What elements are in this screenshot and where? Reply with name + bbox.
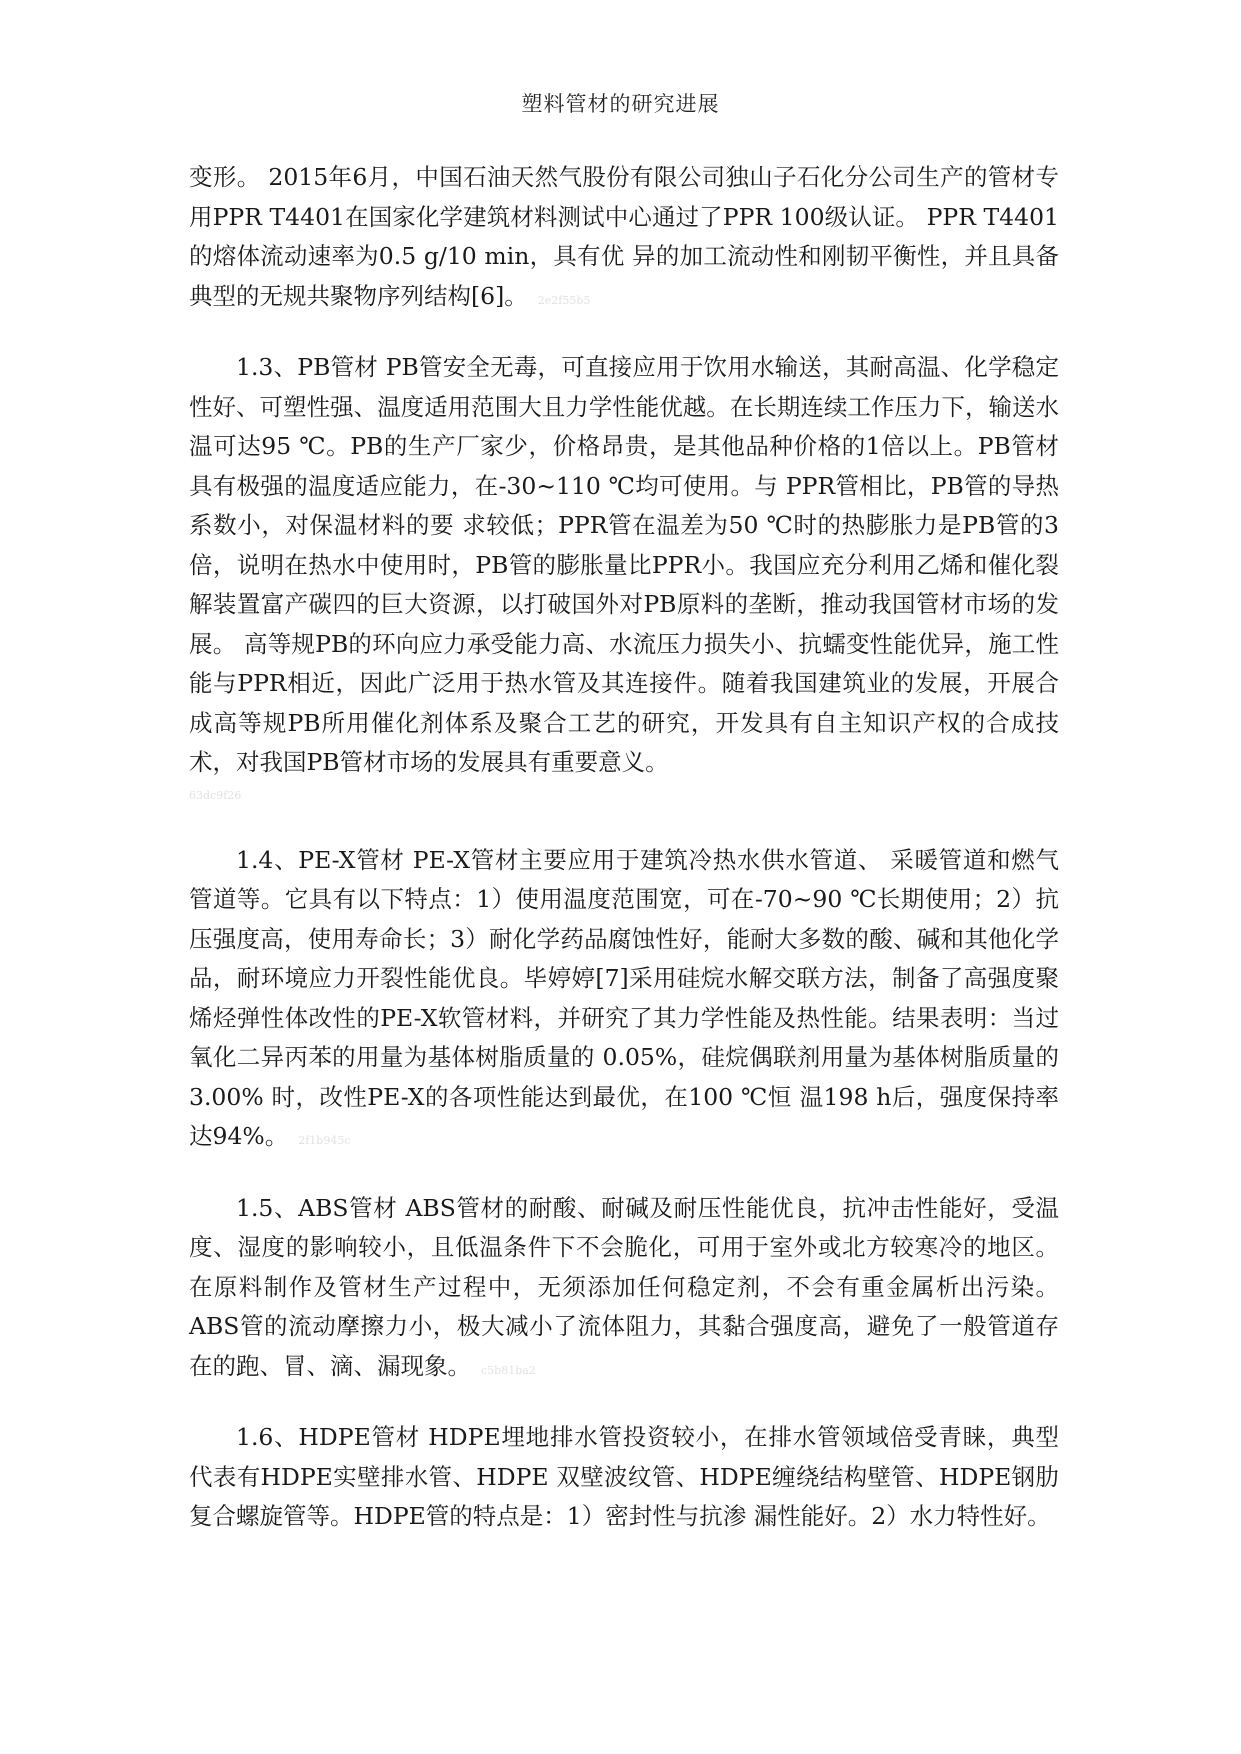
document-body [189,158,1059,1569]
paragraph-hdpe-pipe [189,1418,1059,1537]
paragraph-text: 1.6、HDPE管材 HDPE埋地排水管投资较小，在排水管领域倍受青睐，典型代表有HDPE实壁排水管、HDPE 双壁波纹管、HDPE缠绕结构壁管、HDPE钢肋复合螺旋管等。HDPE管的特点是：1）密封性与抗渗 漏性能好。2）水力特性好。 [189,1423,1059,1530]
watermark-code: c5b81ba2 [481,1363,536,1377]
paragraph-pex-pipe [189,841,1059,1157]
paragraph-abs-pipe [189,1189,1059,1387]
paragraph-text: 变形。 2015年6月，中国石油天然气股份有限公司独山子石化分公司生产的管材专用PPR T4401在国家化学建筑材料测试中心通过了PPR 100级认证。 PPR T4401的熔体流动速率为0.5 g/10 min，具有优 异的加工流动性和刚韧平衡性，并且具备典型的无规共聚物序列结构[6]。 [189,163,1059,310]
watermark-code: 63dc9f26 [189,788,242,802]
paragraph-text: 1.3、PB管材 PB管安全无毒，可直接应用于饮用水输送，其耐高温、化学稳定性好、可塑性强、温度适用范围大且力学性能优越。在长期连续工作压力下，输送水温可达95 ℃。PB的生产厂家少，价格昂贵，是其他品种价格的1倍以上。PB管材具有极强的温度适应能力，在-30~110 ℃均可使用。与 PPR管相比，PB管的导热系数小，对保温材料的要 求较低；PPR管在温差为50 ℃时的热膨胀力是PB管的3倍，说明在热水中使用时，PB管的膨胀量比PPR小。我国应充分利用乙烯和催化裂解装置富产碳四的巨大资源，以打破国外对PB原料的垄断，推动我国管材市场的发展。 高等规PB的环向应力承受能力高、水流压力损失小、抗蠕变性能优异，施工性能与PPR相近，因此广泛用于热水管及其连接件。随着我国建筑业的发展，开展合成高等规PB所用催化剂体系及聚合工艺的研究，开发具有自主知识产权的合成技 术，对我国PB管材市场的发展具有重要意义。 [189,353,1059,776]
paragraph-text: 1.4、PE-X管材 PE-X管材主要应用于建筑冷热水供水管道、 采暖管道和燃气管道等。它具有以下特点：1）使用温度范围宽，可在-70~90 ℃长期使用；2）抗 压强度高，使用寿命长；3）耐化学药品腐蚀性好，能耐大多数的酸、碱和其他化学品，耐环境应力开裂性能优良。毕婷婷[7]采用硅烷水解交联方法，制备了高强度聚烯烃弹性体改性的PE-X软管材料，并研究了其力学性能及热性能。结果表明：当过氧化二异丙苯的用量为基体树脂质量的 0.05%，硅烷偶联剂用量为基体树脂质量的3.00% 时，改性PE-X的各项性能达到最优，在100 ℃恒 温198 h后，强度保持率达94%。 [189,845,1059,1150]
running-header: 塑料管材的研究进展 [521,92,720,116]
watermark-code: 2f1b945c [298,1134,351,1147]
paragraph-text: 1.5、ABS管材 ABS管材的耐酸、耐碱及耐压性能优良，抗冲击性能好，受温度、湿度的影响较小，且低温条件下不会脆化，可用于室外或北方较寒冷的地区。 在原料制作及管材生产过程中，无须添加任何稳定剂，不会有重金属析出污染。ABS管的流动摩擦力小，极大减小了流体阻力，其黏合强度高，避免了一般管道存在的跑、冒、滴、漏现象。 [189,1193,1059,1380]
paragraph-ppr-continuation [189,158,1059,316]
watermark-code: 2e2f55b5 [537,293,591,307]
paragraph-pb-pipe [189,348,1059,803]
